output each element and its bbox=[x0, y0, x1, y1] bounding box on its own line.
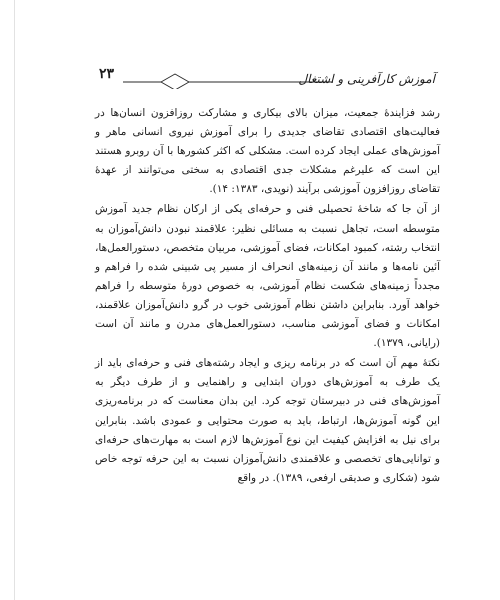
page-number: ۲۳ bbox=[99, 66, 115, 82]
running-title: آموزش کارآفرینی و اشتغال bbox=[298, 72, 435, 86]
page-edge-line bbox=[14, 0, 15, 600]
running-header bbox=[95, 52, 435, 92]
paragraph: از آن جا که شاخهٔ تحصیلی فنی و حرفه‌ای یکی از ارکان نظام جدید آموزش متوسطه است، تجاهل نسبت به مسائلی نظیر: علاقمند نبودن دانش‌آموزان به انتخاب رشته، کمبود امکانات، فضای آموزشی، مربیان متخصص، دستورالعمل‌ها، آئین نامه‌ها و مانند آن زمینه‌های انحراف از مسیر پی شبینی شده را فراهم و مجدداً زمینه‌های شکست نظام آموزشی، به خصوص دورهٔ متوسطه را فراهم خواهد آورد. بنابراین داشتن نظام آموزشی خوب در گرو دانش‌آموزان علاقمند، امکانات و فضای آموزشی مناسب، دستورالعمل‌های مدرن و مانند آن است (رایانی، ۱۳۷۹). bbox=[95, 203, 440, 350]
paragraph: رشد فزایندهٔ جمعیت، میزان بالای بیکاری و مشارکت روزافزون انسان‌ها در فعالیت‌های اقتصادی تقاضای جدیدی را برای آموزش نیروی انسانی ماهر و آموزش‌های عملی ایجاد کرده است. مشکلی که اکثر کشورها با آن روبرو هستند این است که علیرغم مشکلات جدی اقتصادی به سختی می‌توانند از عهدهٔ تقاضای روزافزون آموزشی برآیند (نویدی، ۱۳۸۳: ۱۴). bbox=[95, 107, 440, 196]
paragraph: نکتهٔ مهم آن است که در برنامه ریزی و ایجاد رشته‌های فنی و حرفه‌ای باید از یک طرف به آموزش‌های دوران ابتدایی و راهنمایی و از طرف دیگر به آموزش‌های فنی در دبیرستان توجه کرد. این بدان معناست که در برنامه‌ریزی این گونه آموزش‌ها، ارتباط، باید به صورت محتوایی و عمودی باشد. بنابراین برای نیل به افزایش کیفیت این نوع آموزش‌ها لازم است به مهارت‌های حرفه‌ای و توانایی‌های تخصصی و علاقمندی دانش‌آموزان نسبت به این حرفه توجه خاص شود (شکاری و صدیقی ارفعی، ۱۳۸۹). در واقع bbox=[95, 357, 440, 484]
body-text bbox=[95, 104, 440, 488]
